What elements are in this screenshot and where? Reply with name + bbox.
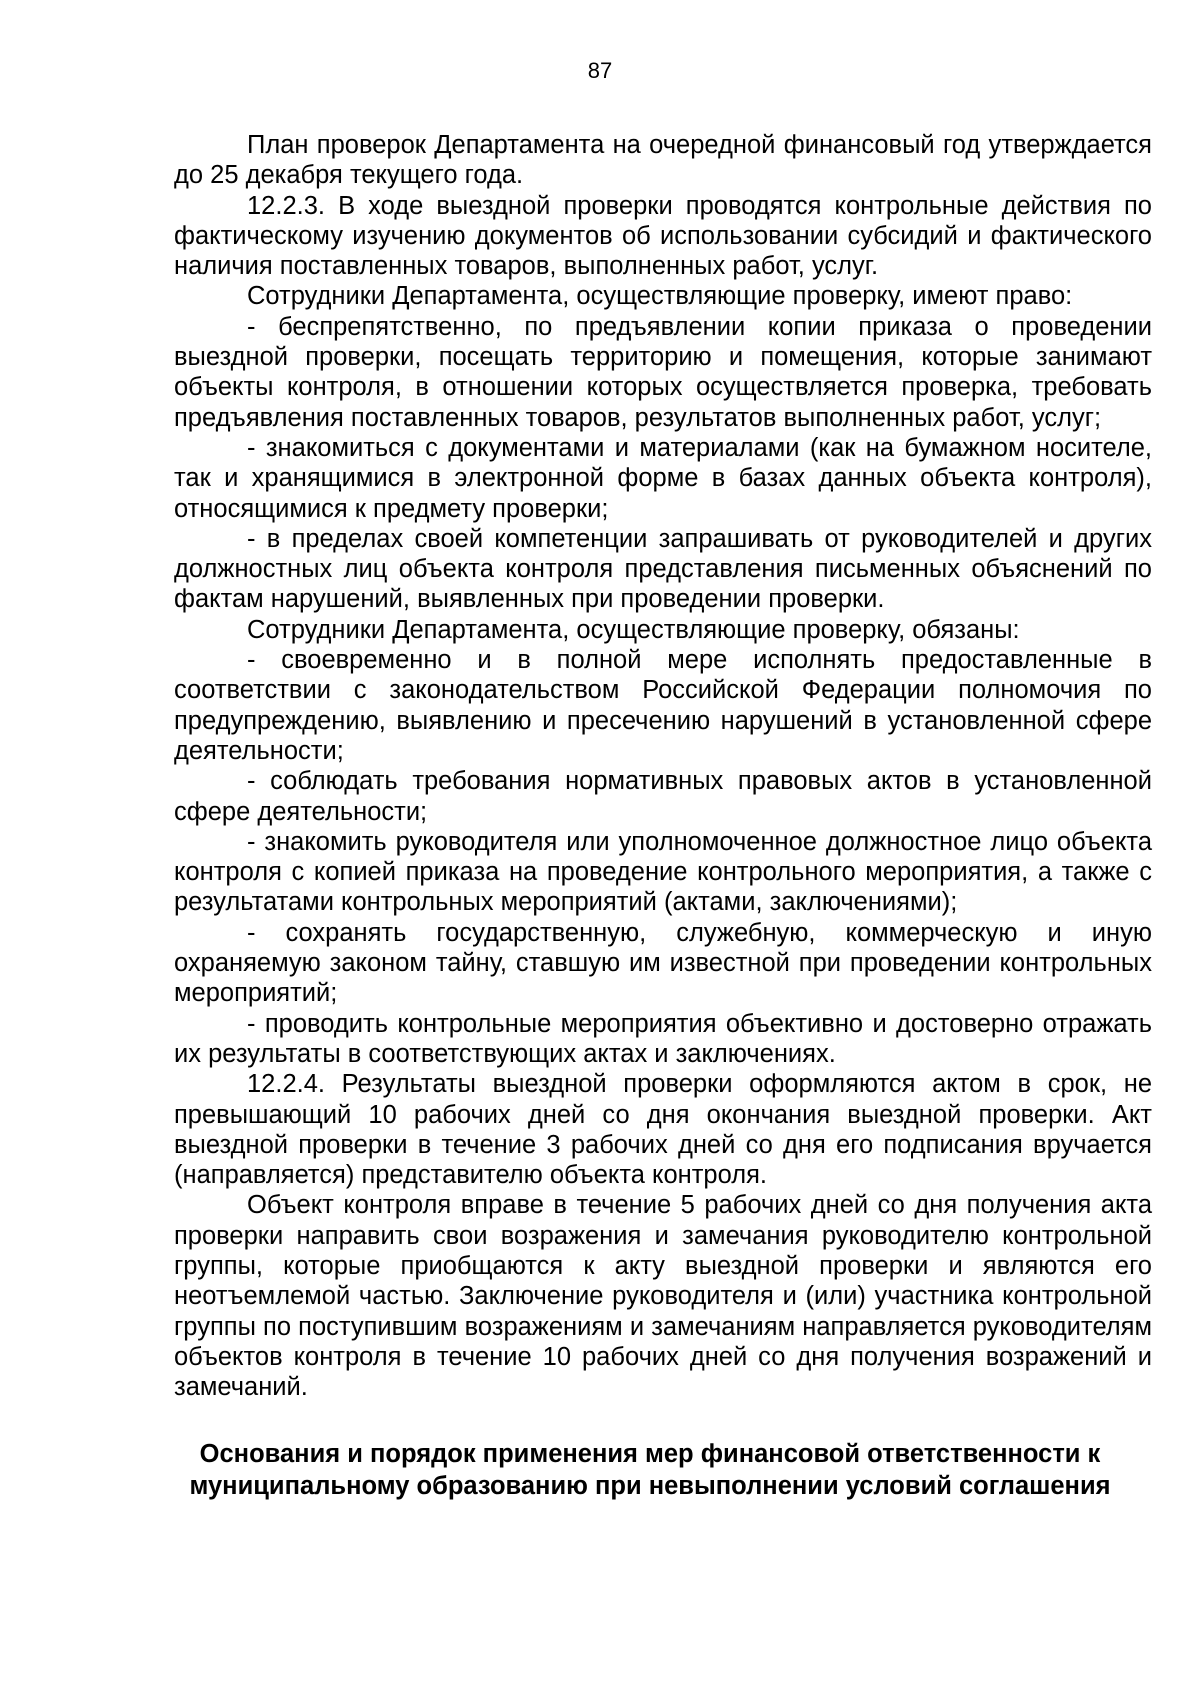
list-item-duty-secrecy: - сохранять государственную, служебную, коммерческую и иную охраняемую законом тайну, ставшую им известной при проведении контрольных мероприятий; bbox=[174, 918, 1152, 1008]
section-heading-line-1: Основания и порядок применения мер финансовой ответственности к bbox=[199, 1440, 1101, 1468]
list-item-duty-powers: - своевременно и в полной мере исполнять предоставленные в соответствии с законодательством Российской Федерации полномочия по предупреждению, выявлению и пресечению нарушений в установленной сфере деятельности; bbox=[174, 646, 1152, 765]
paragraph-12-2-4: 12.2.4. Результаты выездной проверки оформляются актом в срок, не превышающий 10 рабочих дней со дня окончания выездной проверки. Акт выездной проверки в течение 3 рабочих дней со дня его подписания вручается (направляется) представителю объекта контроля. bbox=[174, 1070, 1152, 1190]
section-heading-line-2: муниципальному образованию при невыполнении условий соглашения bbox=[189, 1472, 1111, 1500]
paragraph-rights-intro: Сотрудники Департамента, осуществляющие проверку, имеют право: bbox=[247, 282, 1073, 311]
list-item-duty-notify: - знакомить руководителя или уполномоченное должностное лицо объекта контроля с копией приказа на проведение контрольного мероприятия, а также с результатами контрольных мероприятий (актами, заключениями); bbox=[174, 827, 1152, 917]
page-number: 87 bbox=[587, 58, 613, 83]
list-item-duty-objectivity: - проводить контрольные мероприятия объективно и достоверно отражать их результаты в соответствующих актах и заключениях. bbox=[174, 1009, 1152, 1068]
paragraph-plan: План проверок Департамента на очередной финансовый год утверждается до 25 декабря текущего года. bbox=[174, 131, 1152, 190]
list-item-right-access: - беспрепятственно, по предъявлении копии приказа о проведении выездной проверки, посещать территорию и помещения, которые занимают объекты контроля, в отношении которых осуществляется проверка, требовать предъявления поставленных товаров, результатов выполненных работ, услуг; bbox=[174, 312, 1152, 432]
section-heading bbox=[150, 1438, 1150, 1502]
list-item-duty-compliance: - соблюдать требования нормативных правовых актов в установленной сфере деятельности; bbox=[174, 767, 1152, 826]
list-item-right-documents: - знакомиться с документами и материалами (как на бумажном носителе, так и хранящимися в электронной форме в базах данных объекта контроля), относящимися к предмету проверки; bbox=[174, 433, 1152, 523]
paragraph-objections: Объект контроля вправе в течение 5 рабочих дней со дня получения акта проверки направить свои возражения и замечания руководителю контрольной группы, которые приобщаются к акту выездной проверки и являются его неотъемлемой частью. Заключение руководителя и (или) участника контрольной группы по поступившим возражениям и замечаниям направляется руководителям объектов контроля в течение 10 рабочих дней со дня получения возражений и замечаний. bbox=[174, 1191, 1152, 1402]
list-item-right-explanations: - в пределах своей компетенции запрашивать от руководителей и других должностных лиц объекта контроля представления письменных объяснений по фактам нарушений, выявленных при проведении проверки. bbox=[174, 524, 1152, 614]
paragraph-duties-intro: Сотрудники Департамента, осуществляющие проверку, обязаны: bbox=[247, 615, 1020, 644]
paragraph-12-2-3: 12.2.3. В ходе выездной проверки проводятся контрольные действия по фактическому изучению документов об использовании субсидий и фактического наличия поставленных товаров, выполненных работ, услуг. bbox=[174, 191, 1152, 281]
document-body bbox=[174, 130, 1152, 1402]
